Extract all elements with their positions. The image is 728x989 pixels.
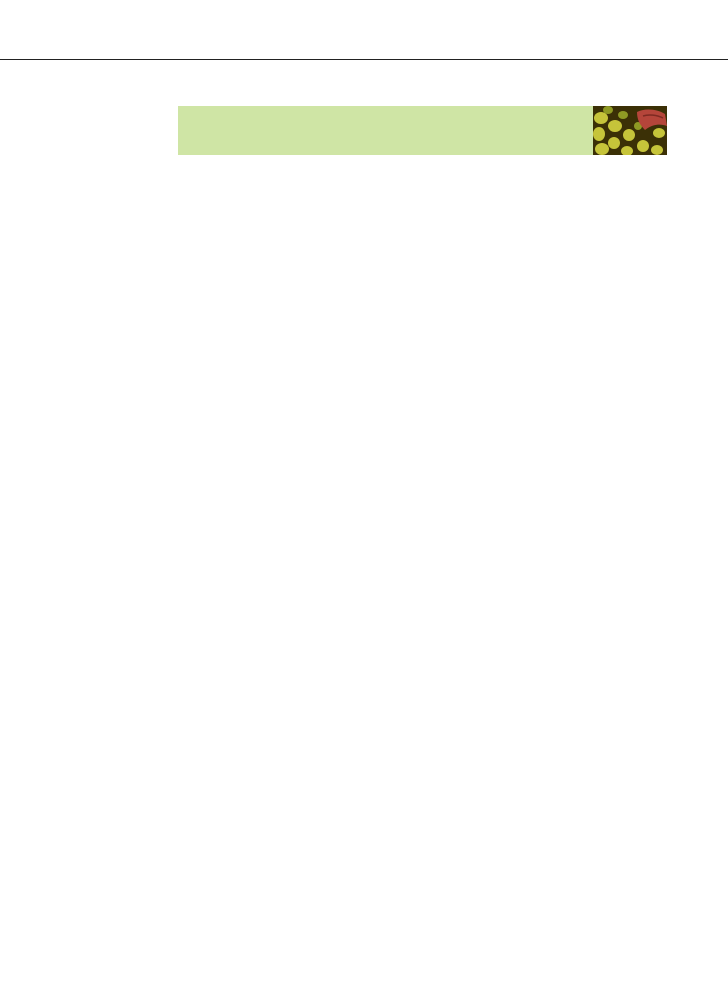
part-photo: [593, 106, 667, 155]
fruit-photo-image: [593, 106, 667, 155]
header-rule: [0, 59, 728, 60]
toc-content: [178, 80, 667, 155]
part-banner: [178, 106, 667, 155]
